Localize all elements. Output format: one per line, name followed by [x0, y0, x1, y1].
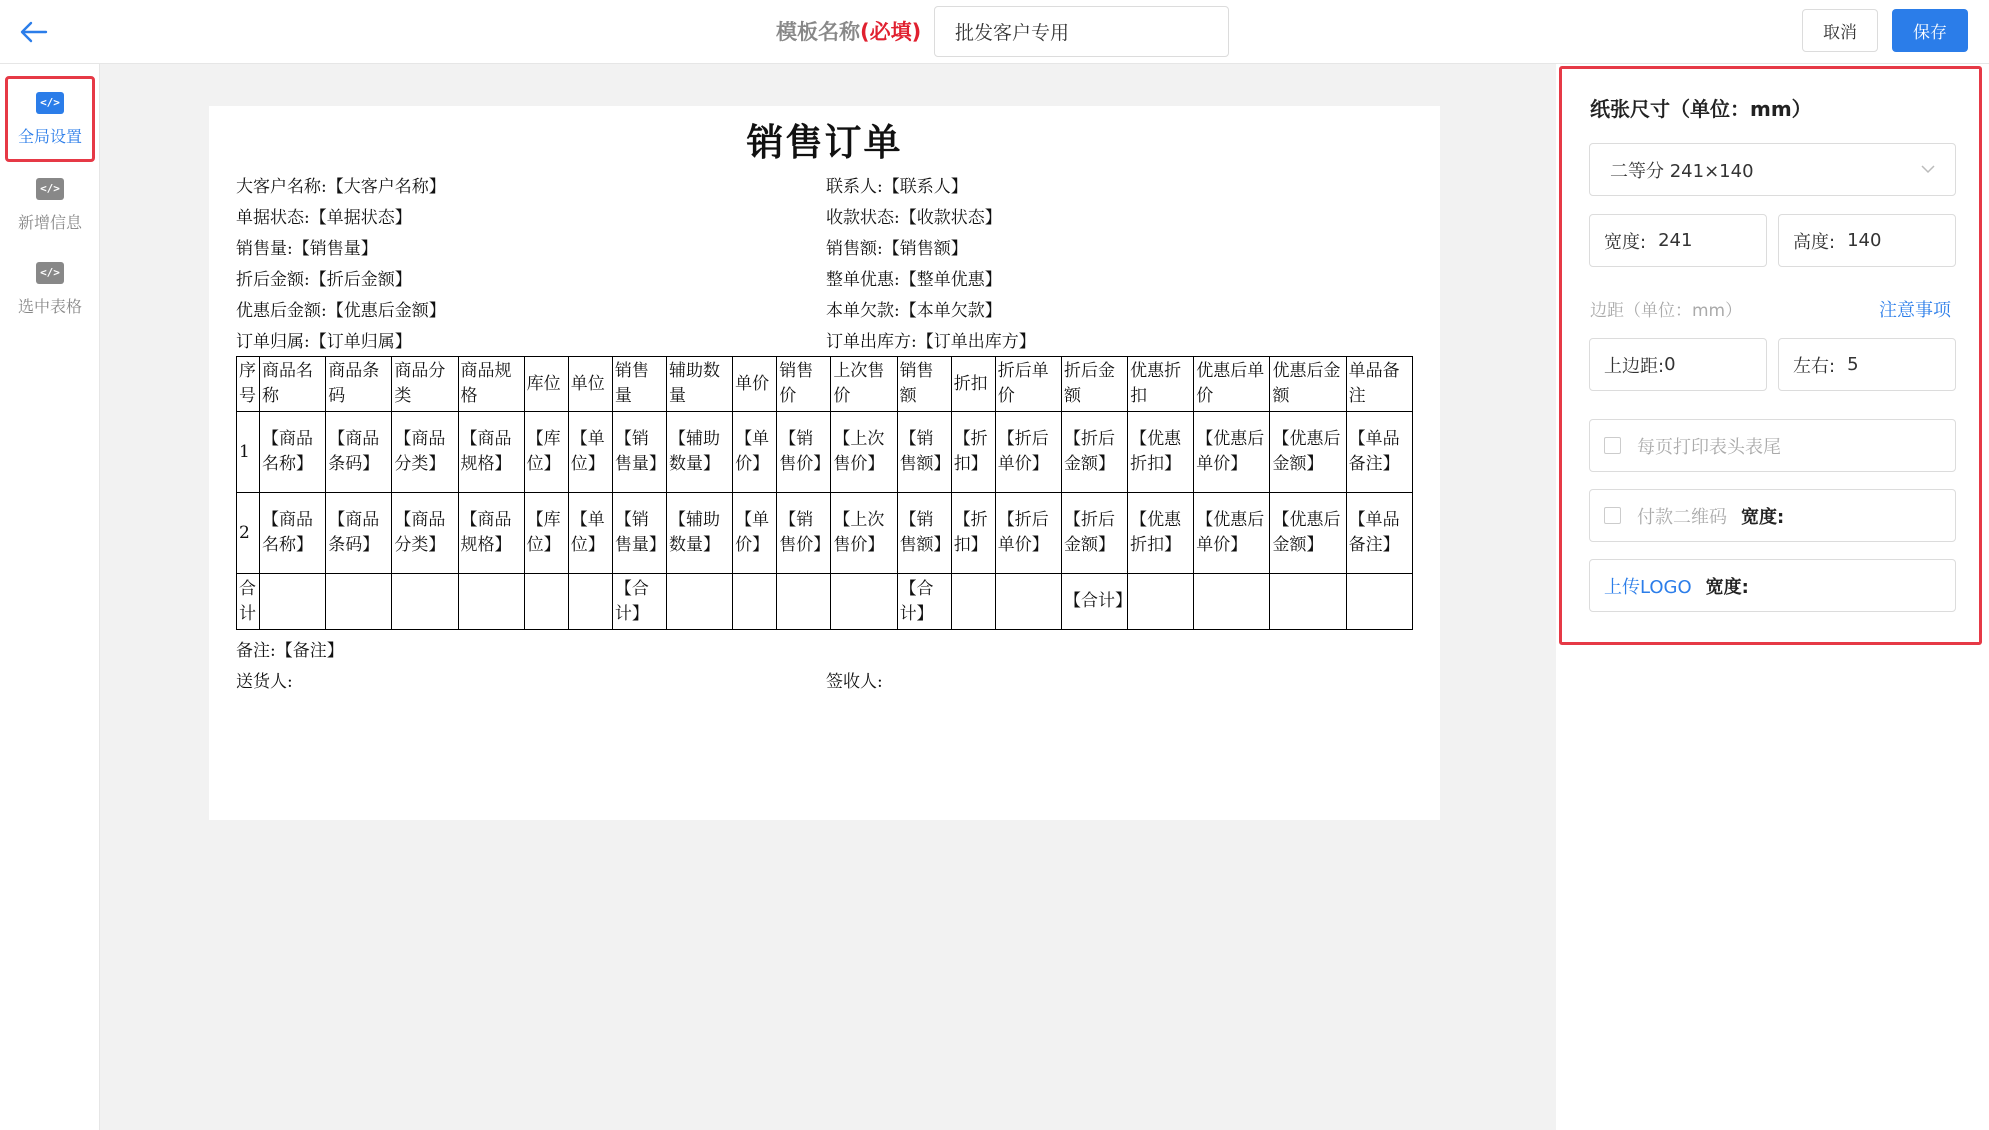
template-name-text: 模板名称	[776, 20, 860, 44]
table-cell[interactable]: 库位	[524, 357, 568, 412]
table-cell[interactable]	[777, 574, 831, 630]
table-cell[interactable]	[1128, 574, 1194, 630]
table-cell[interactable]: 【商品名称】	[260, 412, 326, 493]
table-cell[interactable]	[995, 574, 1061, 630]
paper-width-field[interactable]	[1589, 214, 1767, 267]
table-cell[interactable]: 【折后单价】	[995, 412, 1061, 493]
table-cell[interactable]: 【销售价】	[777, 493, 831, 574]
paper-size-select[interactable]	[1589, 143, 1956, 196]
sidebar-item-add-info[interactable]	[5, 162, 95, 248]
table-cell[interactable]: 【优惠后单价】	[1194, 493, 1270, 574]
margin-label: 边距（单位：mm）	[1590, 301, 1743, 321]
table-cell[interactable]	[831, 574, 897, 630]
table-cell[interactable]: 【商品条码】	[326, 412, 392, 493]
field-customer-name[interactable]: 大客户名称:【大客户名称】	[236, 177, 446, 197]
payment-qr-row[interactable]	[1589, 489, 1956, 542]
top-margin-field[interactable]	[1589, 338, 1767, 391]
table-cell[interactable]: 【折后金额】	[1061, 412, 1127, 493]
table-cell[interactable]: 【商品规格】	[458, 493, 524, 574]
table-row[interactable]	[237, 412, 1413, 493]
field-after-discount-amount[interactable]: 优惠后金额:【优惠后金额】	[236, 301, 446, 321]
table-total-row[interactable]	[237, 574, 1413, 630]
table-cell[interactable]	[1194, 574, 1270, 630]
table-cell[interactable]: 折后金额	[1061, 357, 1127, 412]
field-order-owner[interactable]: 订单归属:【订单归属】	[236, 332, 412, 352]
table-cell[interactable]: 商品规格	[458, 357, 524, 412]
table-cell[interactable]: 【销售量】	[612, 493, 666, 574]
table-cell[interactable]: 1	[237, 412, 260, 493]
table-cell[interactable]: 【优惠后单价】	[1194, 412, 1270, 493]
sidebar-item-global-settings[interactable]	[5, 76, 95, 162]
payment-qr-checkbox[interactable]	[1604, 507, 1621, 524]
field-payment-status[interactable]: 收款状态:【收款状态】	[826, 208, 1002, 228]
table-cell[interactable]: 【库位】	[524, 493, 568, 574]
paper-width-value: 241	[1658, 230, 1693, 251]
table-row[interactable]	[237, 493, 1413, 574]
field-discounted-amount[interactable]: 折后金额:【折后金额】	[236, 270, 412, 290]
table-header-row[interactable]	[237, 357, 1413, 412]
field-receiver[interactable]: 签收人:	[826, 672, 883, 692]
table-cell[interactable]: 【辅助数量】	[667, 412, 733, 493]
sidebar-item-label: 全局设置	[17, 126, 82, 146]
table-cell[interactable]	[392, 574, 458, 630]
table-cell[interactable]: 优惠折扣	[1128, 357, 1194, 412]
table-cell[interactable]: 序号	[237, 357, 260, 412]
template-name-input[interactable]	[934, 6, 1229, 57]
table-cell[interactable]: 2	[237, 493, 260, 574]
field-sender[interactable]: 送货人:	[236, 672, 293, 692]
table-cell[interactable]: 【折后单价】	[995, 493, 1061, 574]
table-cell[interactable]	[524, 574, 568, 630]
arrow-left-icon	[20, 21, 48, 43]
table-cell[interactable]: 单位	[568, 357, 612, 412]
back-button[interactable]	[14, 12, 54, 52]
table-cell[interactable]: 【商品分类】	[392, 412, 458, 493]
paper-size-title: 纸张尺寸（单位：mm）	[1590, 97, 1812, 121]
table-cell[interactable]: 销售额	[897, 357, 951, 412]
table-cell[interactable]: 【单位】	[568, 493, 612, 574]
table-cell[interactable]: 【销售量】	[612, 412, 666, 493]
table-cell[interactable]: 折后单价	[995, 357, 1061, 412]
table-cell[interactable]: 辅助数量	[667, 357, 733, 412]
code-icon: </>	[36, 262, 64, 284]
table-cell[interactable]: 【优惠折扣】	[1128, 412, 1194, 493]
table-cell[interactable]: 【商品规格】	[458, 412, 524, 493]
payment-qr-width-label: 宽度:	[1741, 506, 1785, 528]
table-cell[interactable]: 合计	[237, 574, 260, 630]
table-cell[interactable]	[667, 574, 733, 630]
table-cell[interactable]: 上次售价	[831, 357, 897, 412]
document-preview[interactable]	[209, 106, 1440, 820]
lr-margin-label: 左右:	[1793, 355, 1836, 377]
table-cell[interactable]: 【辅助数量】	[667, 493, 733, 574]
field-sales-qty[interactable]: 销售量:【销售量】	[236, 239, 378, 259]
paper-size-value: 二等分 241×140	[1610, 160, 1754, 182]
table-cell[interactable]: 销售价	[777, 357, 831, 412]
field-sales-amount[interactable]: 销售额:【销售额】	[826, 239, 968, 259]
table-cell[interactable]: 【优惠后金额】	[1270, 493, 1346, 574]
table-cell[interactable]: 【优惠折扣】	[1128, 493, 1194, 574]
table-cell[interactable]: 单价	[733, 357, 777, 412]
required-mark: (必填)	[860, 20, 922, 44]
template-name-label	[776, 16, 921, 46]
sidebar-item-label: 新增信息	[17, 212, 82, 232]
field-contact[interactable]: 联系人:【联系人】	[826, 177, 968, 197]
top-bar	[0, 0, 1989, 64]
table-cell[interactable]	[733, 574, 777, 630]
table-cell[interactable]	[458, 574, 524, 630]
table-cell[interactable]	[568, 574, 612, 630]
table-cell[interactable]: 【单价】	[733, 493, 777, 574]
table-cell[interactable]: 商品条码	[326, 357, 392, 412]
table-cell[interactable]: 优惠后单价	[1194, 357, 1270, 412]
logo-row[interactable]	[1589, 559, 1956, 612]
table-cell[interactable]: 优惠后金额	[1270, 357, 1346, 412]
table-cell[interactable]: 【合计】	[1061, 574, 1127, 630]
table-cell[interactable]: 【销售价】	[777, 412, 831, 493]
table-cell[interactable]: 【优惠后金额】	[1270, 412, 1346, 493]
table-cell[interactable]: 【单品备注】	[1346, 412, 1412, 493]
table-cell[interactable]	[951, 574, 995, 630]
table-cell[interactable]: 【单品备注】	[1346, 493, 1412, 574]
document-title[interactable]: 销售订单	[746, 120, 903, 164]
table-cell[interactable]: 【单位】	[568, 412, 612, 493]
table-cell[interactable]	[326, 574, 392, 630]
table-cell[interactable]	[260, 574, 326, 630]
table-cell[interactable]: 【上次售价】	[831, 493, 897, 574]
sidebar-item-label: 选中表格	[17, 296, 82, 316]
table-cell[interactable]: 【商品条码】	[326, 493, 392, 574]
print-header-footer-row[interactable]	[1589, 419, 1956, 472]
table-cell[interactable]: 商品分类	[392, 357, 458, 412]
code-icon: </>	[36, 92, 64, 114]
table-cell[interactable]: 【合计】	[612, 574, 666, 630]
table-cell[interactable]: 【折扣】	[951, 493, 995, 574]
table-cell[interactable]: 销售量	[612, 357, 666, 412]
paper-height-value: 140	[1847, 230, 1882, 251]
table-cell[interactable]	[1346, 574, 1412, 630]
field-doc-status[interactable]: 单据状态:【单据状态】	[236, 208, 412, 228]
table-cell[interactable]: 【折扣】	[951, 412, 995, 493]
cancel-button[interactable]: 取消	[1802, 9, 1878, 52]
table-cell[interactable]: 【商品名称】	[260, 493, 326, 574]
table-cell[interactable]: 单品备注	[1346, 357, 1412, 412]
payment-qr-label: 付款二维码	[1637, 506, 1727, 528]
print-header-footer-label: 每页打印表头表尾	[1637, 436, 1781, 458]
table-cell[interactable]: 【销售额】	[897, 412, 951, 493]
upload-logo-link[interactable]: 上传LOGO	[1604, 576, 1692, 598]
table-cell[interactable]: 【销售额】	[897, 493, 951, 574]
top-margin-value: 0	[1664, 354, 1676, 375]
table-cell[interactable]: 折扣	[951, 357, 995, 412]
field-remark[interactable]: 备注:【备注】	[236, 641, 344, 661]
field-order-discount[interactable]: 整单优惠:【整单优惠】	[826, 270, 1002, 290]
notice-link[interactable]: 注意事项	[1879, 300, 1951, 321]
table-cell[interactable]	[1270, 574, 1346, 630]
table-cell[interactable]: 【合计】	[897, 574, 951, 630]
field-warehouse-party[interactable]: 订单出库方:【订单出库方】	[826, 332, 1036, 352]
order-items-table[interactable]	[236, 356, 1413, 630]
top-margin-label: 上边距:	[1604, 355, 1665, 377]
table-cell[interactable]: 【折后金额】	[1061, 493, 1127, 574]
table-cell[interactable]: 【单价】	[733, 412, 777, 493]
print-header-footer-checkbox[interactable]	[1604, 437, 1621, 454]
table-cell[interactable]: 【库位】	[524, 412, 568, 493]
table-cell[interactable]: 商品名称	[260, 357, 326, 412]
save-button[interactable]: 保存	[1892, 9, 1968, 52]
paper-height-field[interactable]	[1778, 214, 1956, 267]
paper-width-label: 宽度:	[1604, 231, 1647, 253]
logo-width-label: 宽度:	[1705, 576, 1749, 598]
code-icon: </>	[36, 178, 64, 200]
field-outstanding[interactable]: 本单欠款:【本单欠款】	[826, 301, 1002, 321]
lr-margin-field[interactable]	[1778, 338, 1956, 391]
table-cell[interactable]: 【商品分类】	[392, 493, 458, 574]
sidebar-item-select-table[interactable]	[5, 246, 95, 332]
chevron-down-icon	[1921, 165, 1935, 174]
lr-margin-value: 5	[1847, 354, 1859, 375]
table-cell[interactable]: 【上次售价】	[831, 412, 897, 493]
paper-height-label: 高度:	[1793, 231, 1836, 253]
